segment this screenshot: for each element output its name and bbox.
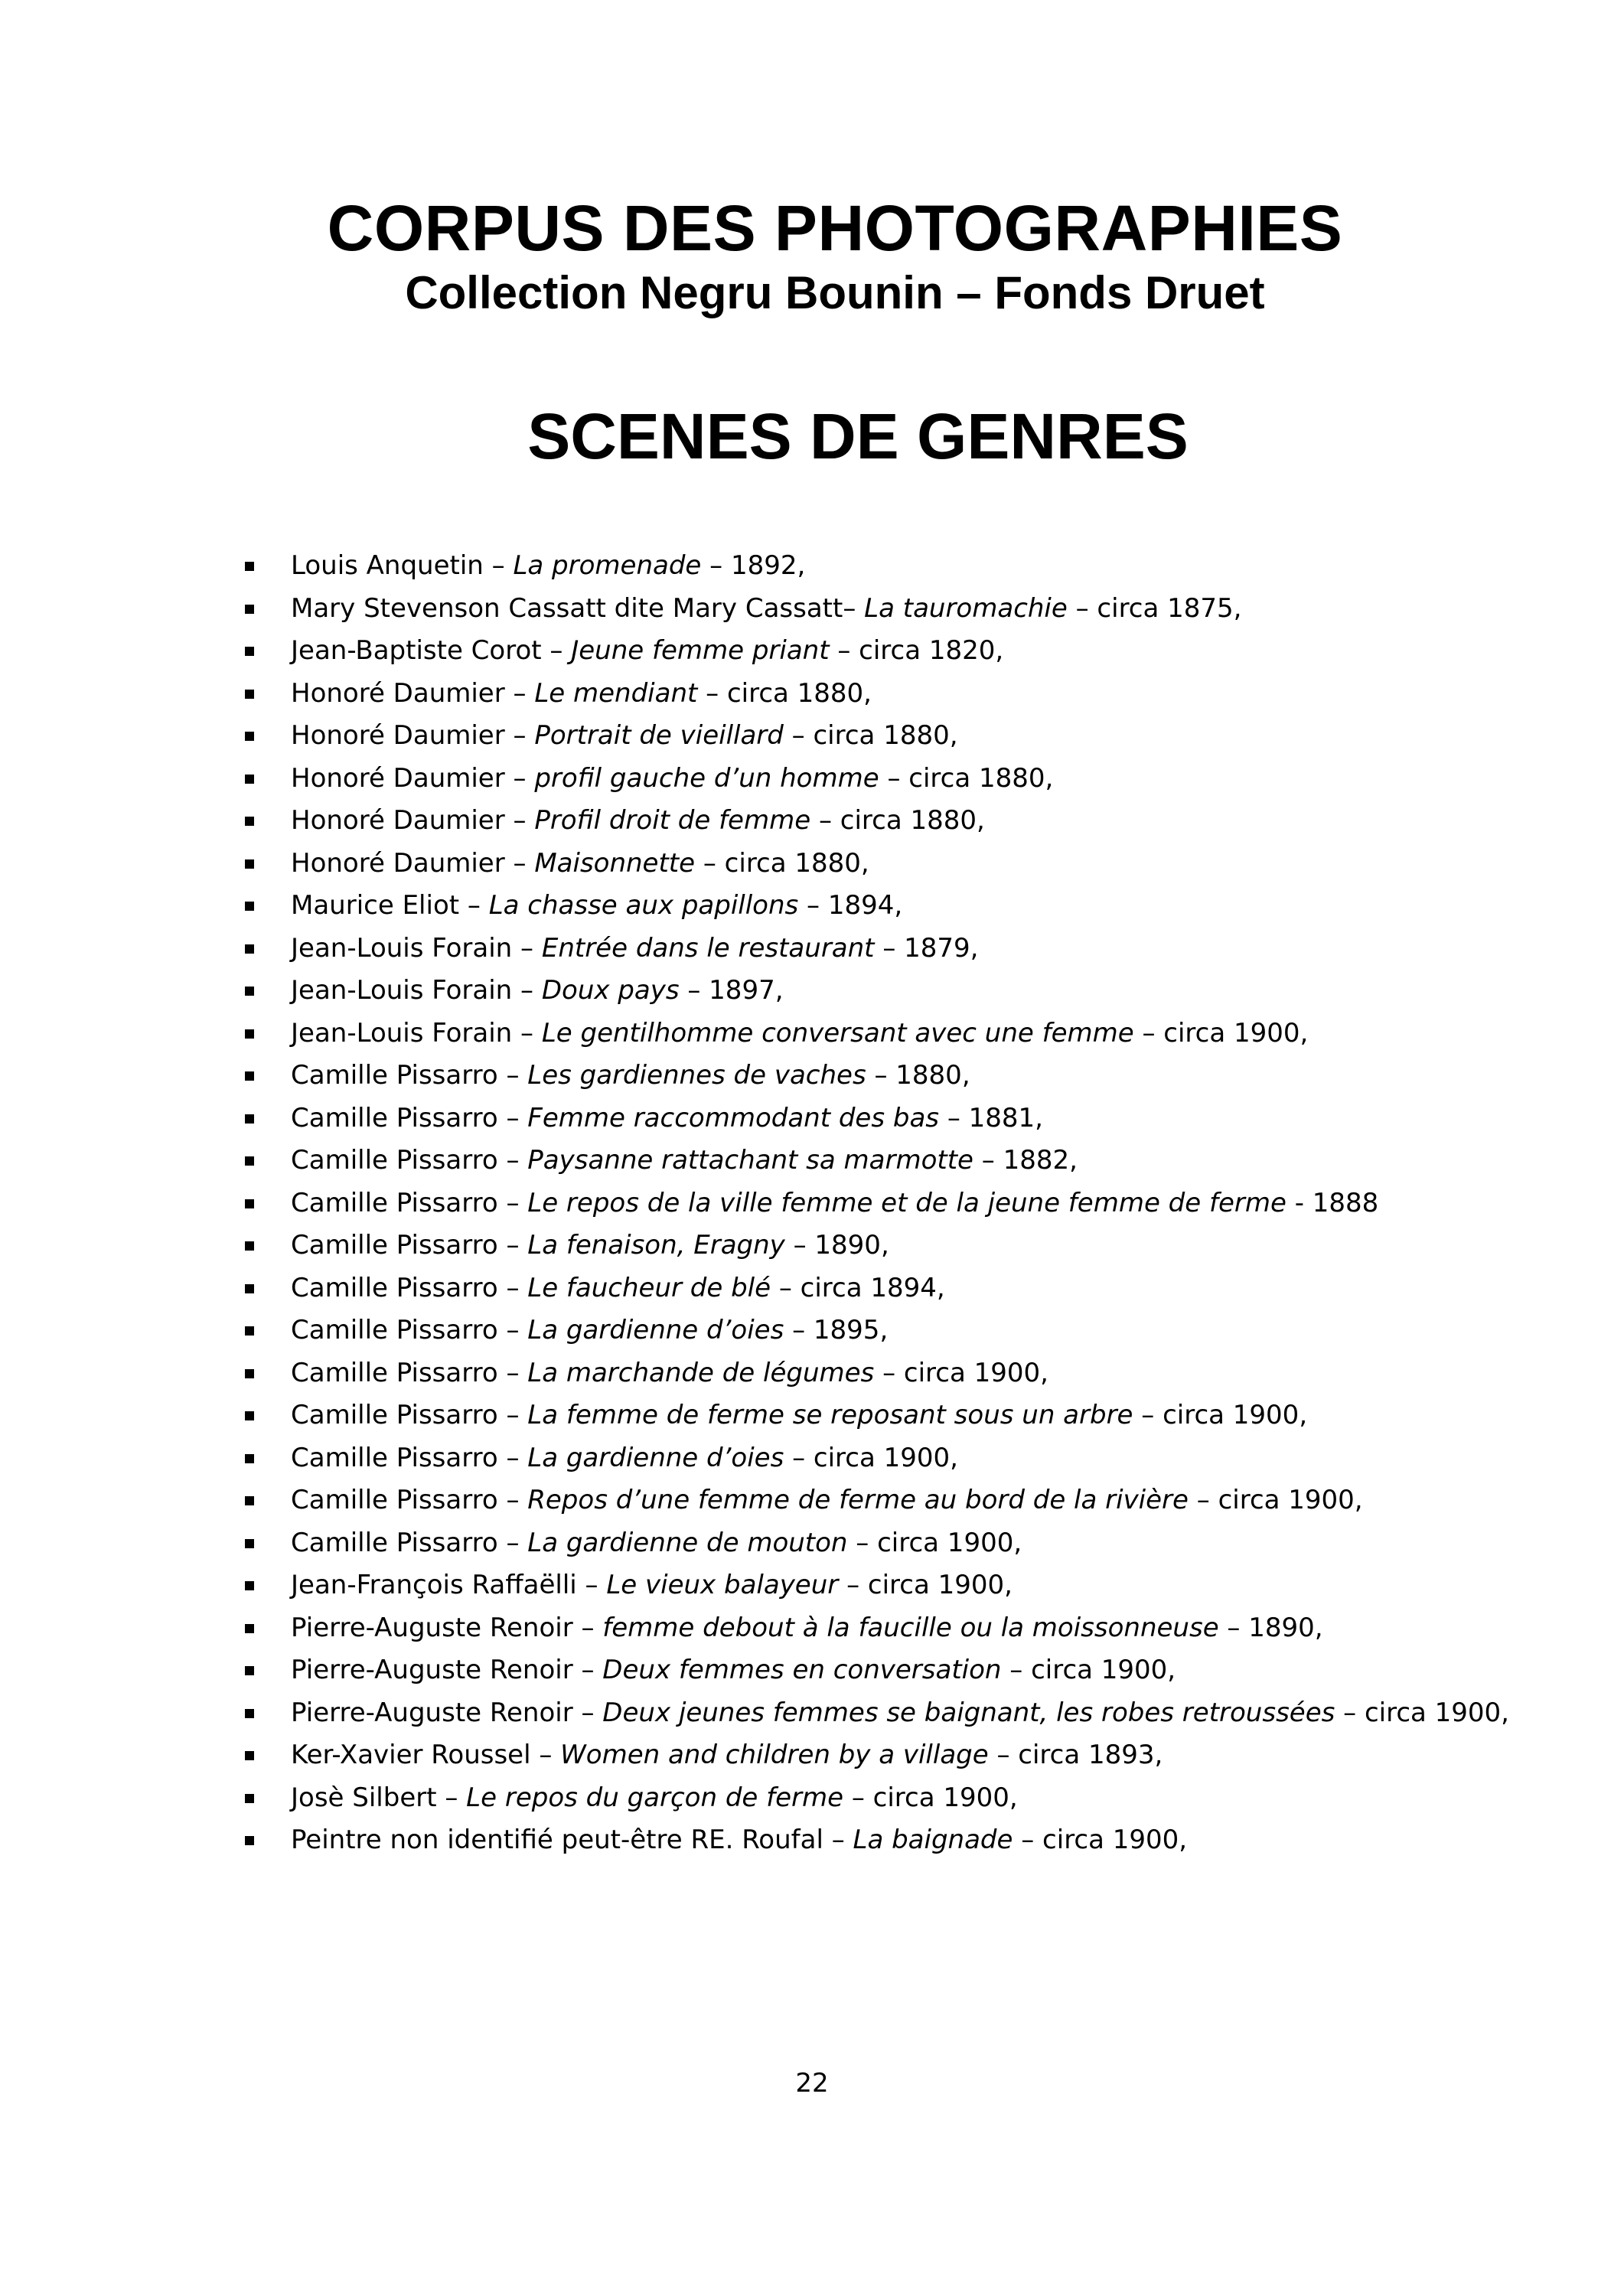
list-item [245, 885, 1546, 928]
artist-name: Jean-François Raffaëlli – [291, 1570, 607, 1600]
artwork-date: – circa 1875, [1067, 592, 1242, 624]
artwork-title: Le repos du garçon de ferme [466, 1782, 844, 1813]
list-item [245, 1522, 1546, 1565]
artwork-title: La promenade [513, 550, 702, 581]
artwork-list [245, 545, 1546, 1862]
artwork-title: La baignade [853, 1825, 1013, 1855]
page-number: 22 [795, 2068, 829, 2099]
list-item [245, 1777, 1546, 1820]
list-item [245, 1352, 1546, 1395]
square-bullet-icon [245, 1114, 254, 1124]
list-item [245, 1097, 1546, 1140]
square-bullet-icon [245, 1029, 254, 1039]
artwork-date: – 1897, [679, 975, 784, 1006]
artwork-title: femme debout à la faucille ou la moissonneuse [602, 1612, 1219, 1643]
square-bullet-icon [245, 1369, 254, 1378]
square-bullet-icon [245, 1071, 254, 1081]
artwork-date: – circa 1900, [874, 1357, 1048, 1388]
document-subtitle: Collection Negru Bounin – Fonds Druet [405, 267, 1265, 318]
square-bullet-icon [245, 1411, 254, 1420]
artwork-date: – 1895, [784, 1315, 889, 1345]
artwork-title: profil gauche d’un homme [534, 762, 879, 794]
artwork-date: – circa 1900, [784, 1442, 958, 1473]
section-title: SCENES DE GENRES [527, 400, 1189, 472]
list-item [245, 1055, 1546, 1097]
list-item [245, 588, 1546, 631]
artwork-date: – 1880, [866, 1060, 970, 1091]
square-bullet-icon [245, 1454, 254, 1463]
artist-name: Josè Silbert – [291, 1782, 467, 1813]
artwork-title: Portrait de vieillard [534, 720, 784, 751]
artwork-date: – 1890, [784, 1230, 889, 1261]
artwork-title: Jeune femme priant [571, 635, 830, 666]
list-item [245, 970, 1546, 1013]
square-bullet-icon [245, 1751, 254, 1760]
artwork-title: La tauromachie [864, 592, 1068, 624]
artwork-title: La gardienne de mouton [527, 1527, 848, 1558]
artwork-title: Doux pays [541, 975, 680, 1006]
artwork-date: – circa 1820, [829, 635, 1004, 666]
list-item [245, 1225, 1546, 1267]
artist-name: Pierre-Auguste Renoir – [291, 1612, 603, 1643]
artist-name: Peintre non identifié peut-être RE. Roufal – [291, 1825, 853, 1855]
artist-name: Camille Pissarro – [291, 1187, 528, 1218]
list-item [245, 1607, 1546, 1650]
artwork-title: Le vieux balayeur [606, 1570, 839, 1600]
square-bullet-icon [245, 1496, 254, 1505]
artwork-title: Le faucheur de blé [527, 1272, 771, 1303]
list-item [245, 800, 1546, 843]
square-bullet-icon [245, 1199, 254, 1208]
artist-name: Louis Anquetin – [291, 550, 514, 581]
list-item [245, 758, 1546, 801]
artwork-date: – circa 1900, [838, 1570, 1013, 1600]
list-item [245, 1437, 1546, 1480]
artwork-title: La fenaison, Eragny [527, 1230, 785, 1261]
artwork-title: Le mendiant [534, 677, 698, 709]
artwork-date: – circa 1900, [1133, 1017, 1309, 1049]
artwork-date: – circa 1893, [988, 1740, 1163, 1770]
list-item [245, 1692, 1546, 1735]
artist-name: Camille Pissarro – [291, 1145, 528, 1176]
artwork-title: La femme de ferme se reposant sous un arbre [527, 1400, 1133, 1430]
square-bullet-icon [245, 1666, 254, 1675]
artwork-date: – 1882, [973, 1145, 1078, 1176]
square-bullet-icon [245, 647, 254, 656]
artist-name: Camille Pissarro – [291, 1272, 528, 1303]
list-item [245, 1819, 1546, 1862]
list-item [245, 545, 1546, 588]
artist-name: Honoré Daumier – [291, 762, 535, 794]
square-bullet-icon [245, 1794, 254, 1803]
artwork-date: – circa 1900, [1188, 1485, 1363, 1515]
document-header [0, 190, 1624, 320]
artist-name: Camille Pissarro – [291, 1442, 528, 1473]
list-item [245, 1140, 1546, 1182]
artist-name: Camille Pissarro – [291, 1400, 528, 1430]
artwork-title: Entrée dans le restaurant [541, 932, 875, 964]
artwork-title: La marchande de légumes [527, 1357, 875, 1388]
artist-name: Maurice Eliot – [291, 890, 489, 921]
artwork-title: Paysanne rattachant sa marmotte [527, 1145, 973, 1176]
square-bullet-icon [245, 690, 254, 699]
artist-name: Camille Pissarro – [291, 1102, 528, 1133]
list-item [245, 1309, 1546, 1352]
artwork-title: La chasse aux papillons [488, 890, 799, 921]
artist-name: Jean-Louis Forain – [291, 932, 542, 964]
square-bullet-icon [245, 1624, 254, 1633]
artwork-title: Femme raccommodant des bas [527, 1102, 940, 1133]
square-bullet-icon [245, 1241, 254, 1251]
list-item [245, 1267, 1546, 1310]
artwork-date: – circa 1880, [879, 762, 1054, 794]
list-item [245, 1013, 1546, 1055]
square-bullet-icon [245, 1581, 254, 1590]
artist-name: Mary Stevenson Cassatt dite Mary Cassatt– [291, 592, 865, 624]
artwork-date: – circa 1900, [1013, 1825, 1188, 1855]
list-item [245, 630, 1546, 673]
artwork-title: Deux femmes en conversation [602, 1655, 1002, 1685]
square-bullet-icon [245, 605, 254, 614]
artist-name: Camille Pissarro – [291, 1060, 528, 1091]
artwork-date: – 1890, [1218, 1612, 1323, 1643]
artwork-date: – 1892, [701, 550, 806, 581]
artist-name: Camille Pissarro – [291, 1230, 528, 1261]
artist-name: Camille Pissarro – [291, 1357, 528, 1388]
artist-name: Pierre-Auguste Renoir – [291, 1697, 603, 1728]
artwork-title: Women and children by a village [560, 1740, 989, 1770]
artist-name: Honoré Daumier – [291, 677, 535, 709]
list-item [245, 1182, 1546, 1225]
artwork-date: – circa 1880, [695, 847, 869, 879]
artist-name: Honoré Daumier – [291, 847, 535, 879]
artwork-date: – 1879, [874, 932, 979, 964]
list-item [245, 1649, 1546, 1692]
square-bullet-icon [245, 817, 254, 826]
artwork-date: – circa 1900, [843, 1782, 1018, 1813]
artist-name: Pierre-Auguste Renoir – [291, 1655, 603, 1685]
artwork-title: La gardienne d’oies [527, 1442, 784, 1473]
artist-name: Ker-Xavier Roussel – [291, 1740, 561, 1770]
artwork-date: – circa 1880, [697, 677, 872, 709]
list-item [245, 1479, 1546, 1522]
artwork-title: Deux jeunes femmes se baignant, les robes retroussées [602, 1697, 1335, 1728]
square-bullet-icon [245, 1284, 254, 1293]
artist-name: Camille Pissarro – [291, 1527, 528, 1558]
artwork-title: Profil droit de femme [534, 805, 811, 836]
square-bullet-icon [245, 562, 254, 571]
artwork-date: – circa 1894, [771, 1272, 945, 1303]
square-bullet-icon [245, 859, 254, 869]
artwork-date: – circa 1880, [810, 805, 985, 836]
artwork-date: – circa 1900, [1133, 1400, 1308, 1430]
square-bullet-icon [245, 944, 254, 954]
document-title: CORPUS DES PHOTOGRAPHIES [327, 192, 1343, 264]
artwork-title: Le gentilhomme conversant avec une femme [541, 1017, 1134, 1049]
square-bullet-icon [245, 902, 254, 911]
square-bullet-icon [245, 1539, 254, 1548]
artwork-date: – circa 1900, [1001, 1655, 1176, 1685]
list-item [245, 715, 1546, 758]
list-item [245, 1734, 1546, 1777]
square-bullet-icon [245, 1709, 254, 1718]
artwork-title: Les gardiennes de vaches [527, 1060, 866, 1091]
artist-name: Camille Pissarro – [291, 1315, 528, 1345]
artwork-title: Repos d’une femme de ferme au bord de la rivière [527, 1485, 1189, 1515]
artwork-date: – circa 1880, [783, 720, 958, 751]
square-bullet-icon [245, 732, 254, 741]
square-bullet-icon [245, 1326, 254, 1336]
artwork-date: – 1894, [798, 890, 903, 921]
artwork-date: – circa 1900, [847, 1527, 1022, 1558]
square-bullet-icon [245, 775, 254, 784]
artist-name: Jean-Baptiste Corot – [291, 635, 572, 666]
artwork-date: – circa 1900, [1335, 1697, 1509, 1728]
artist-name: Honoré Daumier – [291, 720, 535, 751]
artist-name: Jean-Louis Forain – [291, 975, 542, 1006]
artist-name: Honoré Daumier – [291, 805, 535, 836]
list-item [245, 1564, 1546, 1607]
artwork-date: - 1888 [1286, 1187, 1379, 1218]
square-bullet-icon [245, 987, 254, 996]
artist-name: Jean-Louis Forain – [291, 1017, 542, 1049]
list-item [245, 673, 1546, 716]
square-bullet-icon [245, 1836, 254, 1845]
artwork-date: – 1881, [939, 1102, 1043, 1133]
artwork-title: La gardienne d’oies [527, 1315, 784, 1345]
list-item [245, 1394, 1546, 1437]
artwork-title: Maisonnette [534, 847, 696, 879]
list-item [245, 843, 1546, 885]
artist-name: Camille Pissarro – [291, 1485, 528, 1515]
square-bullet-icon [245, 1156, 254, 1166]
artwork-title: Le repos de la ville femme et de la jeune femme de ferme [527, 1187, 1286, 1218]
list-item [245, 928, 1546, 970]
